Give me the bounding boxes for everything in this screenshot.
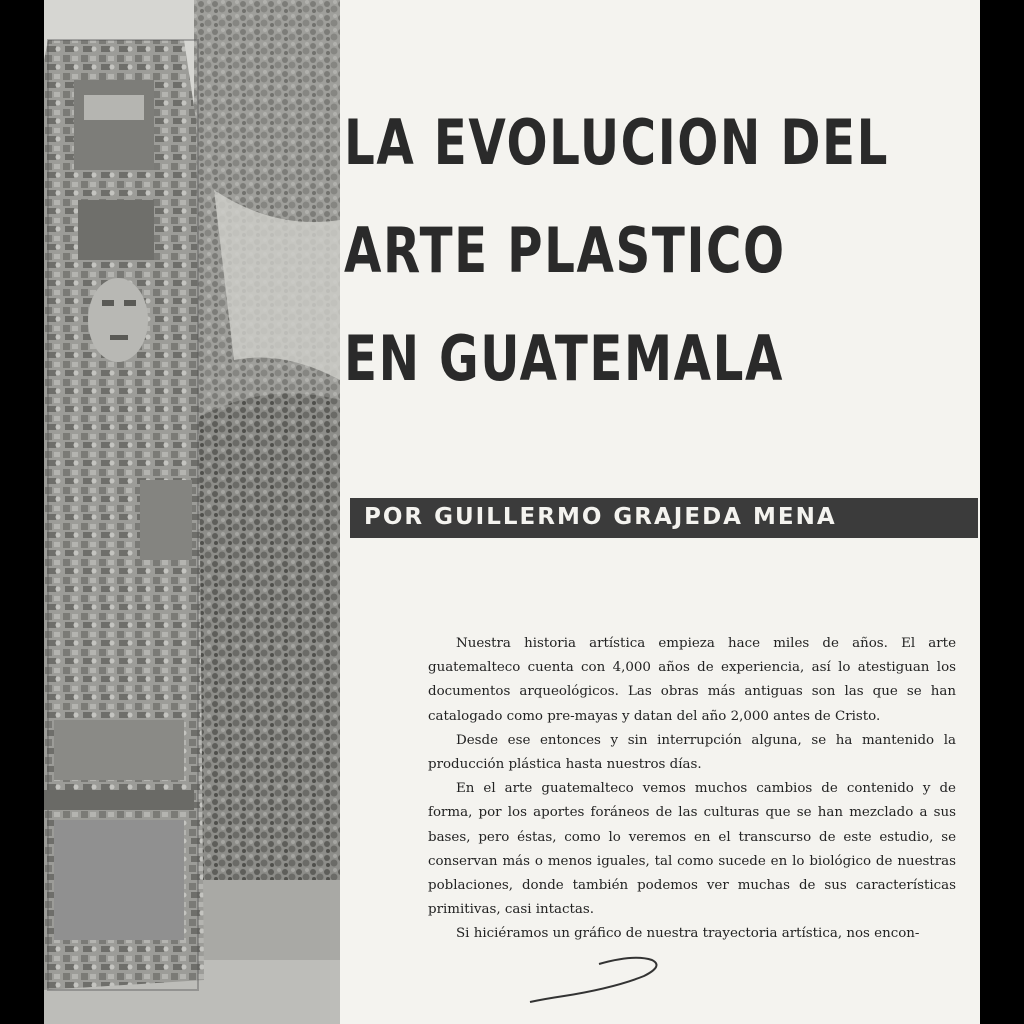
- paragraph-4: Si hiciéramos un gráfico de nuestra trayectoria artística, nos encon-: [456, 926, 920, 942]
- paragraph-2: Desde ese entonces y sin interrupción alguna, se ha mantenido la producción plástica hasta nuestros días.: [428, 732, 956, 773]
- byline: POR GUILLERMO GRAJEDA MENA: [364, 504, 837, 530]
- continuation-mark-icon: [524, 946, 674, 1006]
- magazine-page: [44, 0, 980, 1024]
- paragraph-1: Nuestra historia artística empieza hace miles de años. El arte guatemalteco cuenta con 4,000 años de experiencia, así lo atestiguan los documentos arqueológicos. Las obras más antiguas son las que se han catalogado como pre-mayas y datan del año 2,000 antes de Cristo.: [428, 636, 956, 724]
- title-line-1: LA EVOLUCION DEL: [344, 106, 890, 179]
- title-line-3: EN GUATEMALA: [344, 322, 785, 395]
- article-body: [428, 632, 956, 947]
- mayan-stela-photo: [44, 0, 340, 1024]
- article-title: [344, 106, 964, 436]
- title-line-2: ARTE PLASTICO: [344, 214, 786, 287]
- paragraph-3: En el arte guatemalteco vemos muchos cambios de contenido y de forma, por los aportes foráneos de las culturas que se han mezclado a sus bases, pero éstas, como lo veremos en el transcurso de este estudio, se conservan más o menos iguales, tal como sucede en lo biológico de nuestras poblaciones, donde también podemos ver muchas de sus características primitivas, casi intactas.: [428, 781, 956, 918]
- byline-bar: [350, 498, 978, 538]
